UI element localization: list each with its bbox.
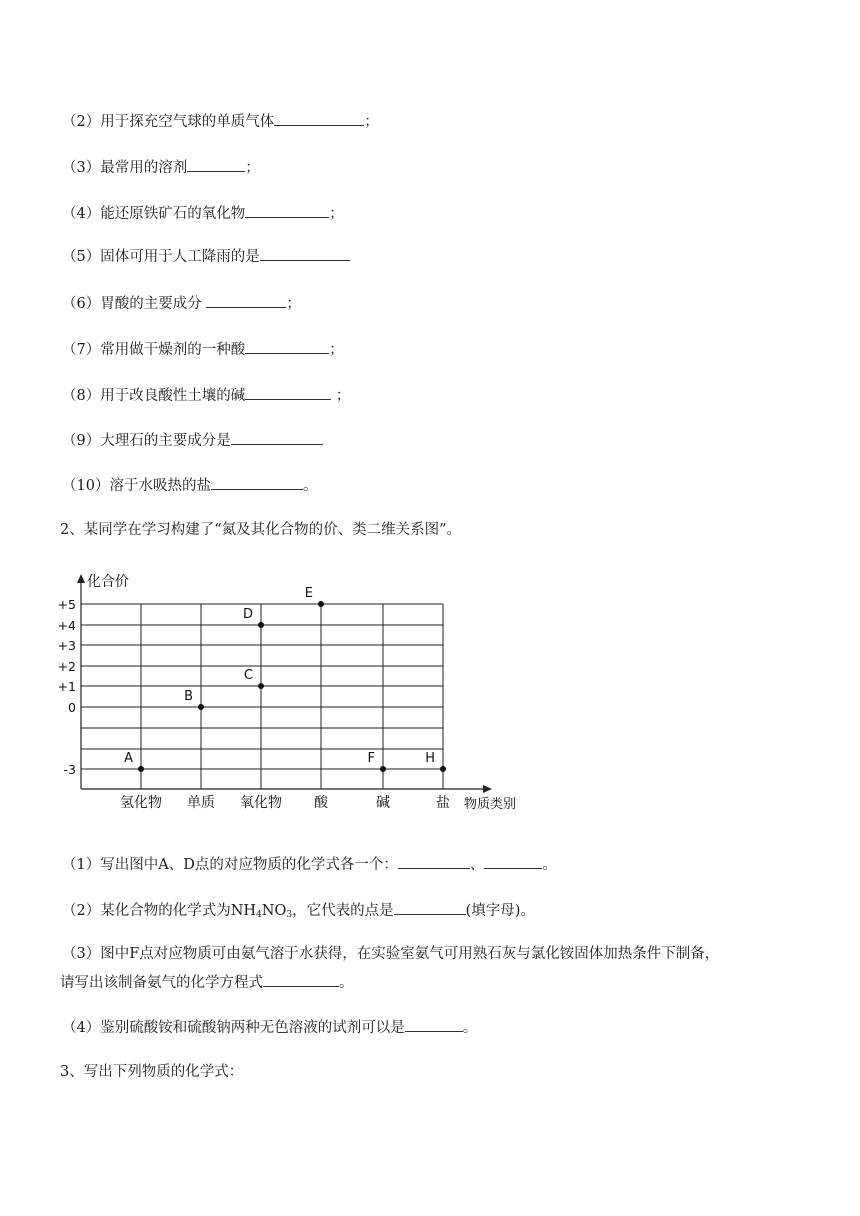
fill-in-item bbox=[62, 110, 379, 132]
y-tick-label: +5 bbox=[57, 597, 76, 612]
x-category-label: 氢化物 bbox=[120, 795, 162, 811]
point-label-a: A bbox=[124, 751, 133, 766]
fill-in-item bbox=[62, 202, 344, 224]
answer-blank-d[interactable] bbox=[484, 853, 542, 869]
fill-in-item bbox=[62, 474, 317, 496]
y-tick-label: +2 bbox=[57, 659, 76, 674]
y-axis-arrow bbox=[77, 574, 85, 583]
fill-in-item bbox=[62, 245, 350, 267]
item-text: 溶于水吸热的盐 bbox=[109, 478, 211, 494]
question-2-intro: 2、某同学在学习构建了“氮及其化合物的价、类二维关系图”。 bbox=[60, 522, 462, 538]
item-punctuation: ； bbox=[286, 296, 301, 312]
y-tick-label: +3 bbox=[57, 638, 76, 653]
item-punctuation: ； bbox=[331, 388, 351, 404]
q2-p4-end: 。 bbox=[462, 1020, 478, 1036]
answer-blank-a[interactable] bbox=[398, 853, 470, 869]
item-number: （2） bbox=[62, 114, 101, 130]
item-punctuation: ； bbox=[364, 114, 379, 130]
item-number: （6） bbox=[62, 296, 101, 312]
q2-p2-text-b: NO bbox=[261, 903, 287, 919]
question-2-part-4 bbox=[62, 1016, 477, 1038]
item-text: 最常用的溶剂 bbox=[100, 160, 188, 176]
q2-p2-end: (填字母)。 bbox=[465, 903, 535, 919]
q2-p4-text: （4）鉴别硫酸铵和硫酸钠两种无色溶液的试剂可以是 bbox=[62, 1020, 405, 1036]
answer-blank[interactable] bbox=[187, 156, 245, 172]
fill-in-item bbox=[62, 384, 350, 406]
item-number: （8） bbox=[62, 388, 101, 404]
data-point-e bbox=[318, 601, 324, 607]
answer-blank-nh4no3[interactable] bbox=[394, 899, 466, 915]
fill-in-item bbox=[62, 429, 323, 451]
x-axis-arrow bbox=[483, 785, 492, 793]
item-number: （4） bbox=[62, 206, 101, 222]
question-3-intro: 3、写出下列物质的化学式： bbox=[60, 1064, 244, 1080]
data-point-b bbox=[198, 704, 204, 710]
question-2-part-3-line-1: （3）图中F点对应物质可由氨气溶于水获得，在实验室氨气可用熟石灰与氯化铵固体加热条件下制备， bbox=[62, 946, 720, 962]
x-category-label: 氧化物 bbox=[240, 795, 282, 811]
q2-p1-end: 。 bbox=[542, 857, 557, 873]
item-punctuation: 。 bbox=[302, 478, 318, 494]
answer-blank[interactable] bbox=[245, 384, 331, 400]
x-category-label: 碱 bbox=[376, 795, 390, 811]
item-number: （7） bbox=[62, 342, 101, 358]
item-text: 用于改良酸性土壤的碱 bbox=[100, 388, 246, 404]
answer-blank-equation[interactable] bbox=[263, 971, 339, 987]
x-category-label: 单质 bbox=[187, 795, 215, 811]
y-tick-label: -3 bbox=[63, 762, 76, 777]
point-label-b: B bbox=[184, 689, 193, 704]
item-punctuation: ； bbox=[329, 342, 344, 358]
data-point-c bbox=[258, 683, 264, 689]
q2-p2-sub-1: 4 bbox=[256, 910, 262, 920]
data-point-d bbox=[258, 622, 264, 628]
item-punctuation: ； bbox=[245, 160, 260, 176]
answer-blank[interactable] bbox=[231, 429, 323, 445]
answer-blank[interactable] bbox=[260, 245, 350, 261]
item-text: 固体可用于人工降雨的是 bbox=[100, 249, 260, 265]
q2-p1-sep: 、 bbox=[469, 857, 485, 873]
q2-p2-text-a: （2）某化合物的化学式为NH bbox=[62, 903, 257, 919]
item-number: （9） bbox=[62, 433, 101, 449]
q2-p2-text-c: ，它代表的点是 bbox=[292, 903, 394, 919]
answer-blank[interactable] bbox=[206, 292, 286, 308]
item-number: （10） bbox=[62, 478, 110, 494]
y-axis-title: 化合价 bbox=[87, 574, 129, 590]
data-point-f bbox=[380, 766, 386, 772]
point-label-h: H bbox=[425, 751, 435, 766]
item-number: （5） bbox=[62, 249, 101, 265]
x-axis-title: 物质类别 bbox=[464, 797, 517, 812]
answer-blank[interactable] bbox=[274, 110, 364, 126]
question-2-part-2 bbox=[62, 899, 535, 925]
answer-blank[interactable] bbox=[245, 338, 329, 354]
answer-blank[interactable] bbox=[245, 202, 329, 218]
fill-in-item bbox=[62, 292, 301, 314]
fill-in-item bbox=[62, 156, 260, 178]
item-text: 用于探充空气球的单质气体 bbox=[100, 114, 275, 130]
item-text: 能还原铁矿石的氧化物 bbox=[100, 206, 246, 222]
question-2-part-3-line-2 bbox=[60, 971, 354, 993]
item-text: 常用做干燥剂的一种酸 bbox=[100, 342, 246, 358]
item-punctuation: ； bbox=[329, 206, 344, 222]
q2-p1-text: （1）写出图中A、D点的对应物质的化学式各一个： bbox=[62, 857, 398, 873]
answer-blank-reagent[interactable] bbox=[405, 1016, 463, 1032]
q2-p2-sub-2: 3 bbox=[286, 910, 293, 920]
fill-in-item bbox=[62, 338, 344, 360]
x-category-label: 盐 bbox=[436, 795, 450, 811]
point-label-d: D bbox=[242, 607, 253, 622]
item-text: 大理石的主要成分是 bbox=[100, 433, 231, 449]
point-label-e: E bbox=[304, 586, 313, 601]
answer-blank[interactable] bbox=[211, 474, 303, 490]
data-point-h bbox=[440, 766, 446, 772]
point-label-f: F bbox=[367, 751, 375, 766]
data-point-a bbox=[138, 766, 144, 772]
y-tick-label: +4 bbox=[57, 618, 76, 633]
item-text: 胃酸的主要成分 bbox=[100, 296, 207, 312]
y-tick-label: +1 bbox=[57, 679, 76, 694]
q2-p3-end: 。 bbox=[339, 975, 354, 991]
item-number: （3） bbox=[62, 160, 101, 176]
point-label-c: C bbox=[243, 668, 253, 683]
y-tick-label: 0 bbox=[68, 700, 76, 715]
x-category-label: 酸 bbox=[314, 795, 328, 811]
q2-p3-text: 请写出该制备氨气的化学方程式 bbox=[60, 975, 263, 991]
question-2-part-1 bbox=[62, 853, 557, 875]
valence-category-chart bbox=[56, 568, 536, 818]
